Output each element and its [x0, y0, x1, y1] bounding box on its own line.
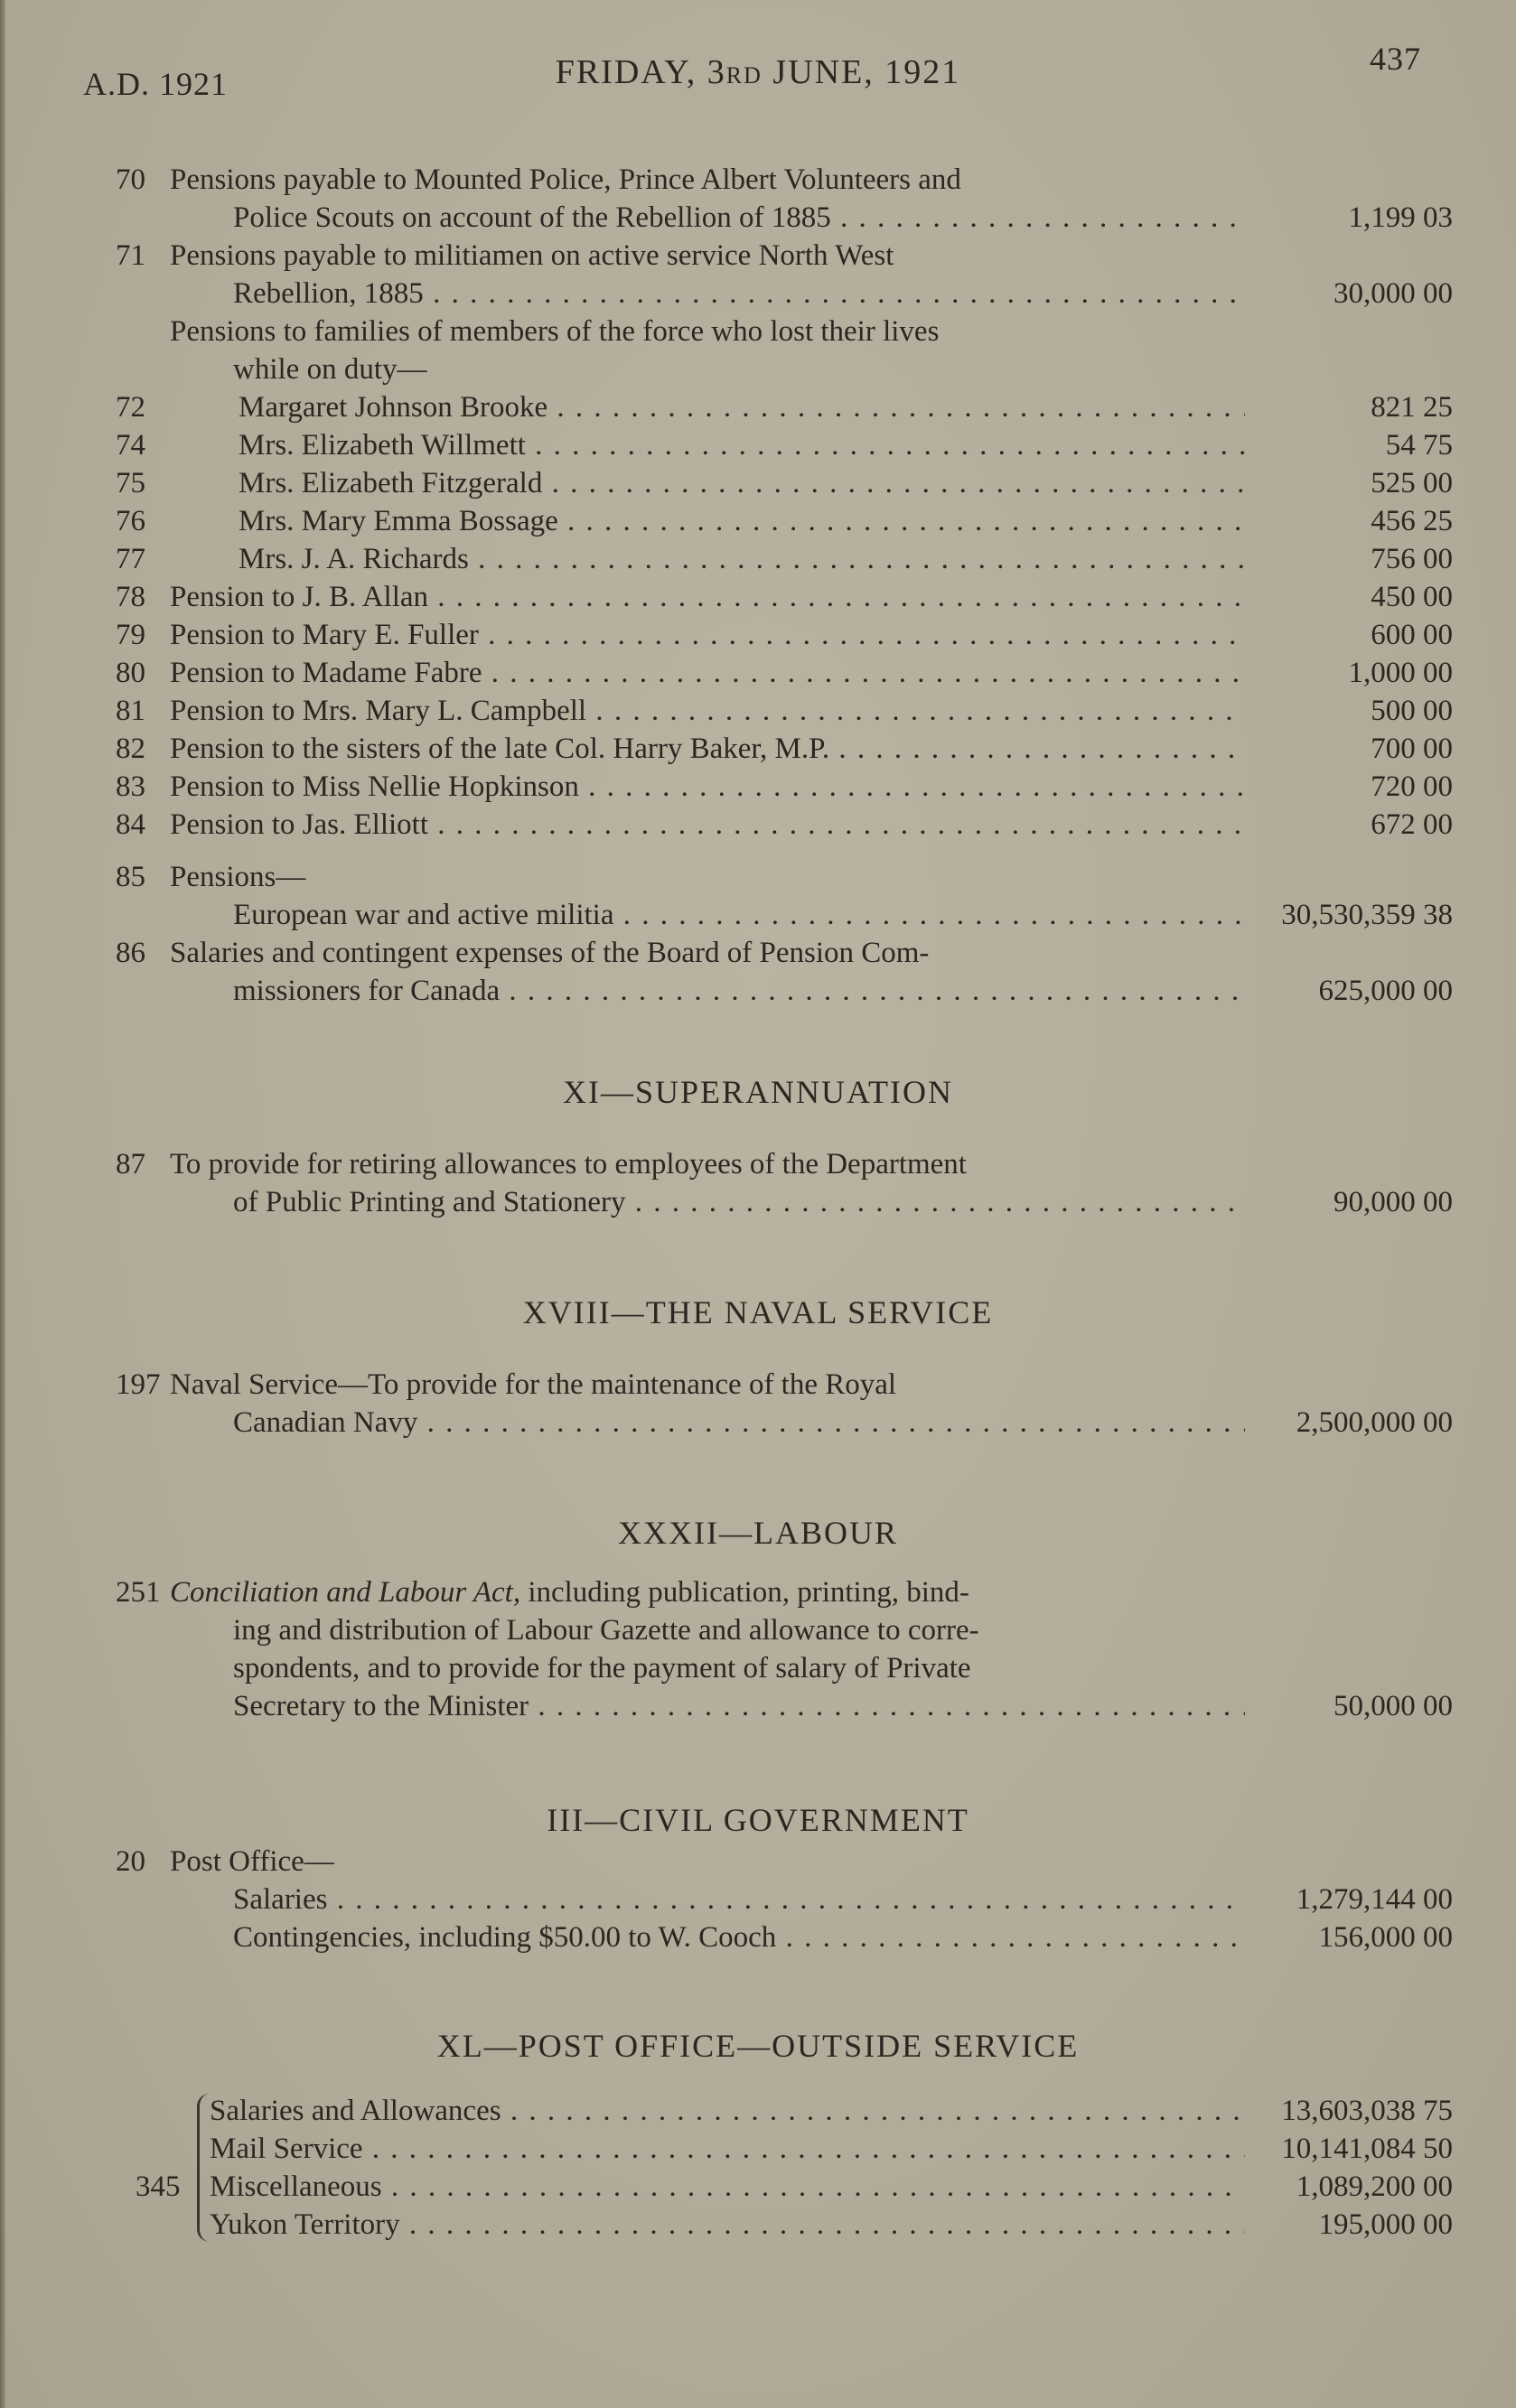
entry-line [116, 2130, 1453, 2168]
entry-text: Mrs. J. A. Richards . . . [239, 540, 1245, 578]
entry-text: Pension to the sisters of the late Col. Harry Baker, M.P. . . . [170, 730, 1245, 768]
entry-number: 75 [116, 467, 145, 499]
pension-entry [116, 654, 1453, 692]
section-title-naval: XVIII—THE NAVAL SERVICE [522, 1294, 994, 1330]
entry-amount: 821 25 [1371, 391, 1453, 424]
entry-line [116, 806, 1453, 844]
entry-amount: 1,199 03 [1348, 201, 1453, 234]
section-title-civil-government: III—CIVIL GOVERNMENT [547, 1802, 969, 1838]
entry-line [116, 464, 1453, 502]
entry-text: Pensions to families of members of the force who lost their lives [170, 315, 940, 348]
pension-entry [116, 768, 1453, 806]
header-date-ordinal: RD [725, 62, 763, 89]
entry-line [116, 1404, 1453, 1442]
entry-amount: 30,530,359 38 [1281, 899, 1453, 931]
header-year: A.D. 1921 [83, 66, 228, 102]
entry-text: Canadian Navy . . . [233, 1404, 1245, 1442]
entry-text: while on duty— [233, 353, 427, 386]
entry-amount: 90,000 00 [1334, 1186, 1453, 1218]
entry-text: Pension to Madame Fabre . . . [170, 654, 1245, 692]
bracket-brace [197, 2094, 218, 2242]
entry-line [116, 730, 1453, 768]
entry-amount: 1,089,200 00 [1296, 2170, 1453, 2203]
entry-line [116, 2168, 1453, 2206]
entry-number: 83 [116, 770, 145, 803]
entry-amount: 10,141,084 50 [1281, 2133, 1453, 2165]
post-office-entry [116, 2092, 1453, 2244]
header-date-tail: JUNE, 1921 [762, 53, 961, 91]
entry-number: 72 [116, 391, 145, 424]
entry-text: Pension to Mrs. Mary L. Campbell . . . [170, 692, 1245, 730]
entry-amount: 500 00 [1371, 695, 1453, 727]
entry-number: 80 [116, 657, 145, 689]
entry-line [116, 1687, 1453, 1725]
entry-amount: 720 00 [1371, 770, 1453, 803]
entry-line [116, 388, 1453, 426]
entry-amount: 195,000 00 [1318, 2208, 1453, 2241]
pension-entry [116, 934, 1453, 1010]
pension-entry [116, 388, 1453, 426]
entry-line [116, 161, 1453, 199]
entry-line [116, 858, 1453, 896]
entry-line [116, 275, 1453, 313]
entry-text: European war and active militia . . . [233, 896, 1245, 934]
entry-amount: 30,000 00 [1334, 277, 1453, 310]
entry-line [116, 616, 1453, 654]
entry-text: Pensions— [170, 861, 306, 893]
entry-line [116, 1881, 1453, 1918]
entry-line [116, 1918, 1453, 1956]
pension-entry [116, 464, 1453, 502]
entry-amount: 156,000 00 [1318, 1921, 1453, 1954]
entry-line [116, 1611, 1453, 1649]
entry-text: Pensions payable to militiamen on active service North West [170, 239, 894, 272]
entry-text: spondents, and to provide for the payment of salary of Private [233, 1652, 971, 1685]
entry-amount: 672 00 [1371, 808, 1453, 841]
entry-line [116, 1573, 1453, 1611]
entry-line [116, 1183, 1453, 1221]
entry-text: Pension to Jas. Elliott . . . [170, 806, 1245, 844]
pension-entry [116, 692, 1453, 730]
entry-text: Miscellaneous . . . [210, 2168, 1245, 2206]
section-title-superannuation: XI—SUPERANNUATION [562, 1074, 953, 1110]
entry-line [116, 502, 1453, 540]
pension-entry [116, 540, 1453, 578]
pension-entry [116, 616, 1453, 654]
sec_labour-entry [116, 1573, 1453, 1725]
entry-amount: 450 00 [1371, 581, 1453, 613]
entry-line [116, 578, 1453, 616]
entry-amount: 525 00 [1371, 467, 1453, 499]
entry-amount: 50,000 00 [1334, 1690, 1453, 1722]
entry-text: Salaries and Allowances . . . [210, 2092, 1245, 2130]
sec_naval-entry [116, 1366, 1453, 1442]
entry-number: 81 [116, 695, 145, 727]
entry-text: Salaries and contingent expenses of the Board of Pension Com- [170, 937, 930, 969]
entry-amount: 700 00 [1371, 733, 1453, 765]
entry-number: 87 [116, 1148, 145, 1181]
entry-text: Pension to Miss Nellie Hopkinson . . . [170, 768, 1245, 806]
entry-number: 197 [116, 1368, 161, 1401]
entry-line [116, 768, 1453, 806]
entry-line [116, 2206, 1453, 2244]
entry-amount: 1,279,144 00 [1296, 1883, 1453, 1916]
entry-amount: 756 00 [1371, 543, 1453, 575]
pension-entry [116, 578, 1453, 616]
entry-number: 84 [116, 808, 145, 841]
entry-line [116, 1843, 1453, 1881]
entry-line [116, 1649, 1453, 1687]
entry-amount: 13,603,038 75 [1281, 2095, 1453, 2127]
entry-text: Mrs. Elizabeth Fitzgerald . . . [239, 464, 1245, 502]
entry-number: 76 [116, 505, 145, 537]
entry-line [116, 1366, 1453, 1404]
entry-line [116, 692, 1453, 730]
entry-text: Yukon Territory . . . [210, 2206, 1245, 2244]
entry-text: Salaries . . . [233, 1881, 1245, 1918]
entry-number: 77 [116, 543, 145, 575]
entry-amount: 54 75 [1385, 429, 1453, 462]
entry-text: Pensions payable to Mounted Police, Prince Albert Volunteers and [170, 163, 961, 196]
pension-entry [116, 806, 1453, 844]
pension-entry [116, 426, 1453, 464]
entry-number: 70 [116, 163, 145, 196]
header-date [0, 52, 1516, 92]
entry-line [116, 237, 1453, 275]
entry-text-part: including publication, printing, bind- [520, 1576, 969, 1609]
entry-heading: Post Office— [170, 1845, 334, 1878]
entry-amount: 1,000 00 [1348, 657, 1453, 689]
entry-text: Mrs. Mary Emma Bossage . . . [239, 502, 1245, 540]
section-title-post-office: XL—POST OFFICE—OUTSIDE SERVICE [436, 2028, 1080, 2064]
entry-text: To provide for retiring allowances to employees of the Department [170, 1148, 967, 1181]
entry-act-title: Conciliation and Labour Act, [170, 1576, 521, 1609]
entry-line [116, 426, 1453, 464]
entry-number: 82 [116, 733, 145, 765]
pension-entry [116, 313, 1453, 388]
entry-line [116, 2092, 1453, 2130]
entry-text: Mrs. Elizabeth Willmett . . . [239, 426, 1245, 464]
entry-line [116, 350, 1453, 388]
entry-text: Contingencies, including $50.00 to W. Cooch . . . [233, 1918, 1245, 1956]
entry-line [116, 199, 1453, 237]
entry-line [116, 1145, 1453, 1183]
entry-text: Mail Service . . . [210, 2130, 1245, 2168]
pension-entry [116, 730, 1453, 768]
pension-entry [116, 161, 1453, 237]
entry-number: 78 [116, 581, 145, 613]
entry-text [170, 1573, 1245, 1611]
entry-text: Rebellion, 1885 . . . [233, 275, 1245, 313]
entry-line [116, 934, 1453, 972]
entry-text: Secretary to the Minister . . . [233, 1687, 1245, 1725]
entry-line [116, 972, 1453, 1010]
entry-number: 251 [116, 1576, 161, 1609]
pension-entry [116, 858, 1453, 934]
pension-entry [116, 237, 1453, 313]
entry-number: 86 [116, 937, 145, 969]
entry-number: 20 [116, 1845, 145, 1878]
entry-text: of Public Printing and Stationery . . . [233, 1183, 1245, 1221]
entry-number: 71 [116, 239, 145, 272]
entry-number: 79 [116, 619, 145, 651]
entry-text: Naval Service—To provide for the maintenance of the Royal [170, 1368, 897, 1401]
entry-text: Margaret Johnson Brooke . . . [239, 388, 1245, 426]
entry-number: 74 [116, 429, 145, 462]
entry-line [116, 313, 1453, 350]
entry-amount: 456 25 [1371, 505, 1453, 537]
header-date-main: FRIDAY, 3 [555, 53, 726, 91]
entry-line [116, 540, 1453, 578]
pension-entry [116, 502, 1453, 540]
entry-amount: 625,000 00 [1318, 975, 1453, 1007]
entry-amount: 600 00 [1371, 619, 1453, 651]
entry-line [116, 654, 1453, 692]
entry-number: 345 [136, 2170, 181, 2203]
entry-text: Pension to J. B. Allan . . . [170, 578, 1245, 616]
entry-text: ing and distribution of Labour Gazette and allowance to corre- [233, 1614, 979, 1647]
civil-entry [116, 1843, 1453, 1956]
sec_superannuation-entry [116, 1145, 1453, 1221]
entry-text: Police Scouts on account of the Rebellion of 1885 . . . [233, 199, 1245, 237]
entry-number: 85 [116, 861, 145, 893]
page-number: 437 [1370, 41, 1421, 77]
entry-text: Pension to Mary E. Fuller . . . [170, 616, 1245, 654]
entry-line [116, 896, 1453, 934]
entry-text: missioners for Canada . . . [233, 972, 1245, 1010]
entry-amount: 2,500,000 00 [1296, 1406, 1453, 1439]
section-title-labour: XXXII—LABOUR [618, 1515, 898, 1551]
